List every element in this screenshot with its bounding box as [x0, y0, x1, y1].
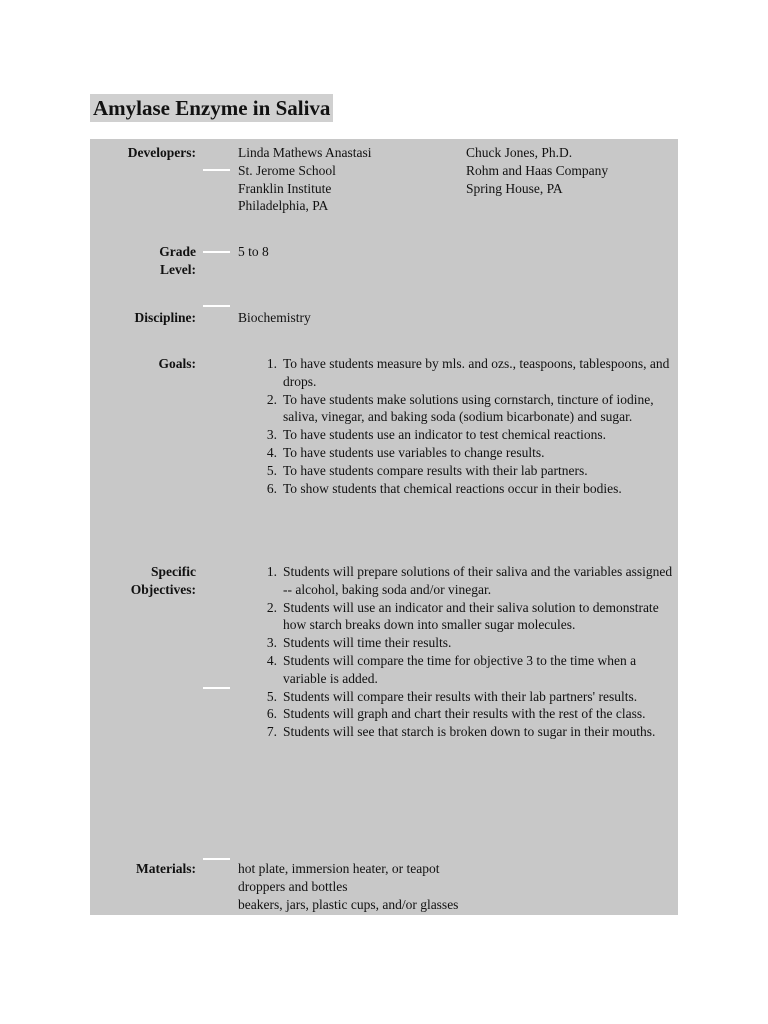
- material-item: hot plate, immersion heater, or teapot: [238, 861, 440, 876]
- field-marker: [203, 251, 230, 253]
- developers-column-2: [466, 144, 608, 197]
- developers-column-1: [238, 144, 371, 215]
- goal-item: [266, 391, 673, 427]
- list-number: 1.: [266, 564, 277, 579]
- goal-text: To have students use an indicator to test chemical reactions.: [283, 427, 606, 443]
- goal-item: [266, 355, 673, 391]
- list-number: 4.: [266, 444, 277, 460]
- developer-1-location: Philadelphia, PA: [238, 198, 329, 214]
- grade-label-line2: Level:: [160, 261, 196, 277]
- goal-item: [266, 426, 673, 444]
- developer-1-name: Linda Mathews Anastasi: [238, 145, 372, 160]
- material-item: beakers, jars, plastic cups, and/or glasses: [238, 896, 459, 912]
- list-number: 2.: [266, 599, 277, 615]
- objective-text: Students will see that starch is broken down to sugar in their mouths.: [283, 724, 656, 740]
- objective-text: Students will graph and chart their results with the rest of the class.: [283, 706, 646, 722]
- list-number: 5.: [266, 688, 277, 704]
- objective-item: [266, 723, 673, 741]
- goal-text: To have students measure by mls. and ozs., teaspoons, tablespoons, and drops.: [283, 356, 670, 389]
- list-number: 6.: [266, 706, 277, 722]
- grade-level-label: [90, 243, 196, 279]
- developer-1-school: St. Jerome School: [238, 162, 336, 178]
- field-marker: [203, 305, 230, 307]
- objective-text: Students will use an indicator and their saliva solution to demonstrate how starch breaks down into smaller sugar molecules.: [283, 599, 659, 633]
- developer-1-institute: Franklin Institute: [238, 180, 332, 196]
- list-number: 1.: [266, 356, 277, 371]
- objective-item: [266, 599, 673, 635]
- goal-item: [266, 480, 673, 498]
- list-number: 3.: [266, 635, 277, 651]
- materials-label: Materials:: [136, 861, 196, 876]
- objective-text: Students will compare the time for objective 3 to the time when a variable is added.: [283, 652, 637, 686]
- objective-item: [266, 652, 673, 688]
- objective-item: [266, 705, 673, 723]
- list-number: 4.: [266, 652, 277, 668]
- goal-text: To have students use variables to change results.: [283, 444, 545, 460]
- grade-level-value: 5 to 8: [238, 244, 269, 259]
- goal-item: [266, 462, 673, 480]
- list-number: 6.: [266, 480, 277, 496]
- grade-label-line1: Grade: [159, 244, 196, 259]
- objectives-label-line2: Objectives:: [130, 581, 196, 597]
- goal-item: [266, 444, 673, 462]
- list-number: 2.: [266, 391, 277, 407]
- list-number: 7.: [266, 724, 277, 740]
- objective-item: [266, 688, 673, 706]
- field-marker: [203, 169, 230, 171]
- field-marker: [203, 687, 230, 689]
- objectives-list: [266, 563, 673, 741]
- materials-list: [238, 860, 458, 913]
- goal-text: To show students that chemical reactions occur in their bodies.: [283, 480, 622, 496]
- objective-text: Students will time their results.: [283, 635, 452, 651]
- goals-list: [266, 355, 673, 497]
- developers-label: Developers:: [127, 145, 196, 160]
- lesson-info-panel: [90, 139, 678, 915]
- objective-text: Students will prepare solutions of their saliva and the variables assigned -- alcohol, baking soda and/or vinegar.: [283, 564, 673, 597]
- objectives-label-line1: Specific: [151, 564, 196, 579]
- developer-2-company: Rohm and Haas Company: [466, 162, 609, 178]
- objective-text: Students will compare their results with their lab partners' results.: [283, 688, 638, 704]
- list-number: 5.: [266, 462, 277, 478]
- developer-2-location: Spring House, PA: [466, 180, 563, 196]
- field-marker: [203, 858, 230, 860]
- goal-text: To have students make solutions using cornstarch, tincture of iodine, saliva, vinegar, and baking soda (sodium bicarbonate) and sugar.: [283, 391, 654, 425]
- material-item: droppers and bottles: [238, 878, 348, 894]
- objective-item: [266, 563, 673, 599]
- goals-label: Goals:: [158, 356, 196, 371]
- goal-text: To have students compare results with their lab partners.: [283, 462, 588, 478]
- discipline-value: Biochemistry: [238, 310, 311, 325]
- objective-item: [266, 634, 673, 652]
- developer-2-name: Chuck Jones, Ph.D.: [466, 145, 573, 160]
- discipline-label: Discipline:: [134, 310, 196, 325]
- specific-objectives-label: [90, 563, 196, 599]
- document-title: Amylase Enzyme in Saliva: [90, 94, 333, 122]
- list-number: 3.: [266, 427, 277, 443]
